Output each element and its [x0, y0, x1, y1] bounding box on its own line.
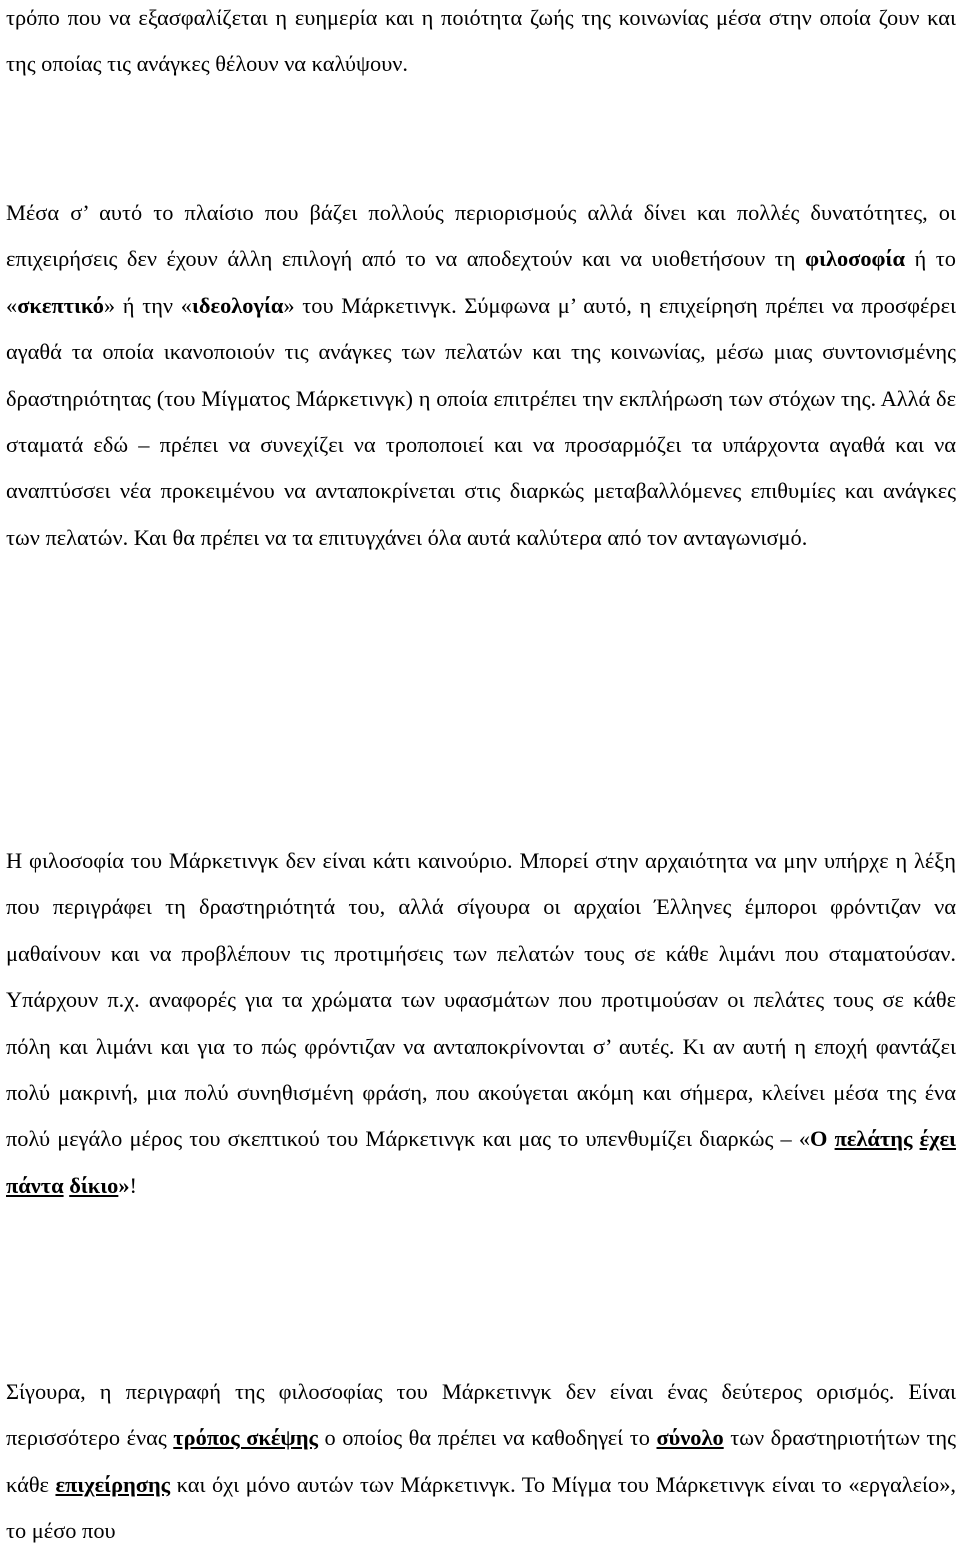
- quote-close: »: [118, 1172, 130, 1198]
- paragraph-1: [6, 0, 956, 88]
- paragraph-1-text: τρόπο που να εξασφαλίζεται η ευημερία και η ποιότητα ζωής της κοινωνίας μέσα στην οποία ζουν και της οποίας τις ανάγκες θέλουν να καλύψουν.: [6, 5, 956, 77]
- paragraph-4-text-4: και όχι μόνο αυτών των Μάρκετινγκ. Το Μίγμα του Μάρκετινγκ είναι το «εργαλείο», το μέσο που: [6, 1471, 957, 1544]
- quote-word-always: πάντα: [6, 1172, 64, 1198]
- paragraph-2-text-1: Μέσα σ’ αυτό το πλαίσιο που βάζει πολλούς περιορισμούς αλλά δίνει και πολλές δυνατότητες, οι επιχειρήσεις δεν έχουν άλλη επιλογή από το να αποδεχτούν και να υιοθετήσουν τη: [6, 200, 956, 272]
- term-business: επιχείρησης: [55, 1471, 171, 1497]
- paragraph-3: [6, 838, 956, 1209]
- paragraph-3-text-1: Η φιλοσοφία του Μάρκετινγκ δεν είναι κάτι καινούριο. Μπορεί στην αρχαιότητα να μην υπήρχε η λέξη που περιγράφει τη δραστηριότητά του, αλλά σίγουρα οι αρχαίοι Έλληνες έμποροι φρόντιζαν να μαθαίνουν και να προβλέπουν τις προτιμήσεις των πελατών τους σε κάθε λιμάνι που σταματούσαν. Υπάρχουν π.χ. αναφορές για τα χρώματα των υφασμάτων που προτιμούσαν οι πελάτες τους σε κάθε πόλη και λιμάνι και για το πώς φρόντιζαν να ανταποκρίνονται σ’ αυτές. Κι αν αυτή η εποχή φαντάζει πολύ μακρινή, μια πολύ συνηθισμένη φράση, που ακούγεται ακόμη και σήμερα, κλείνει μέσα της ένα πολύ μεγάλο μέρος του σκεπτικού του Μάρκετινγκ και μας το υπενθυμίζει διαρκώς – «: [6, 848, 956, 1152]
- paragraph-2-text-3: » ή την «: [103, 292, 192, 318]
- quote-space-1: [912, 1126, 919, 1151]
- paragraph-4: [6, 1369, 956, 1555]
- quote-word-customer: πελάτης: [834, 1126, 913, 1152]
- paragraph-4-text-3: των δραστηριοτήτων της κάθε: [6, 1425, 957, 1497]
- quote-word-right: δίκιο: [69, 1172, 119, 1198]
- paragraph-2-text-4: » του Μάρκετινγκ. Σύμφωνα μ’ αυτό, η επιχείρηση πρέπει να προσφέρει αγαθά τα οποία ικανοποιούν τις ανάγκες των πελατών και της κοινωνίας, μέσω μιας συντονισμένης δραστηριότητας (του Μίγματος Μάρκετινγκ) η οποία επιτρέπει την εκπλήρωση των στόχων της. Αλλά δε σταματά εδώ – πρέπει να συνεχίζει να τροποποιεί και να προσαρμόζει τα υπάρχοντα αγαθά και να αναπτύσσει νέα προκειμένου να ανταποκρίνεται στις διαρκώς μεταβαλλόμενες επιθυμίες και ανάγκες των πελατών. Και θα πρέπει να τα επιτυγχάνει όλα αυτά καλύτερα από τον ανταγωνισμό.: [6, 292, 956, 550]
- paragraph-4-text-2: ο οποίος θα πρέπει να καθοδηγεί το: [317, 1425, 657, 1451]
- term-way-of-thinking: τρόπος σκέψης: [173, 1425, 318, 1451]
- paragraph-2-text-2: ή το «: [6, 246, 956, 318]
- term-ideology: ιδεολογία: [191, 292, 284, 318]
- term-whole: σύνολο: [656, 1425, 724, 1451]
- term-rationale: σκεπτικό: [17, 292, 104, 318]
- paragraph-4-text-1: Σίγουρα, η περιγραφή της φιλοσοφίας του Μάρκετινγκ δεν είναι ένας δεύτερος ορισμός. Είναι περισσότερο ένας: [6, 1379, 956, 1451]
- paragraph-3-text-2: !: [129, 1172, 138, 1198]
- paragraph-2: [6, 190, 956, 561]
- term-philosophy: φιλοσοφία: [805, 246, 905, 272]
- quote-word-has: έχει: [919, 1126, 956, 1152]
- quote-part-1: Ο: [810, 1126, 835, 1152]
